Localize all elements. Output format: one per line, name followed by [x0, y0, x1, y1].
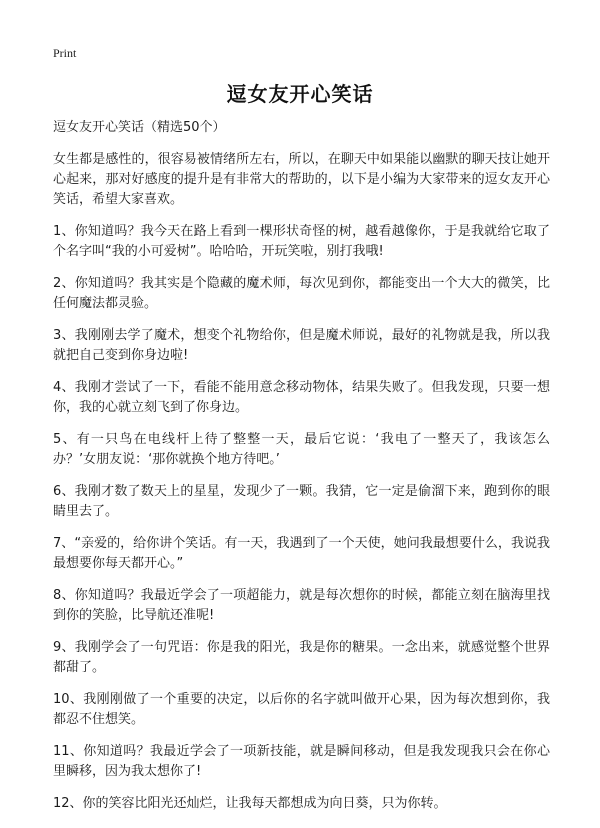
joke-item-4: 4、我刚才尝试了一下，看能不能用意念移动物体，结果失败了。但我发现，只要一想你，我的心就立刻飞到了你身边。	[53, 380, 550, 415]
joke-item-1: 1、你知道吗？我今天在路上看到一棵形状奇怪的树，越看越像你，于是我就给它取了个名字叫“我的小可爱树”。哈哈哈，开玩笑啦，别打我哦!	[53, 224, 550, 259]
joke-item-11: 11、你知道吗？我最近学会了一项新技能，就是瞬间移动，但是我发现我只会在你心里瞬移，因为我太想你了!	[53, 744, 550, 779]
article-subtitle: 逗女友开心笑话（精选50个）	[53, 120, 226, 135]
joke-item-8: 8、你知道吗？我最近学会了一项超能力，就是每次想你的时候，都能立刻在脑海里找到你的笑脸，比导航还准呢!	[53, 588, 550, 623]
intro-paragraph: 女生都是感性的，很容易被情绪所左右，所以，在聊天中如果能以幽默的聊天技让她开心起来，那对好感度的提升是有非常大的帮助的，以下是小编为大家带来的逗女友开心笑话，希望大家喜欢。	[53, 152, 550, 207]
joke-item-3: 3、我刚刚去学了魔术，想变个礼物给你，但是魔术师说，最好的礼物就是我，所以我就把自己变到你身边啦!	[53, 328, 550, 363]
joke-item-6: 6、我刚才数了数天上的星星，发现少了一颗。我猜，它一定是偷溜下来，跑到你的眼睛里去了。	[53, 484, 550, 519]
article-body	[53, 118, 550, 826]
joke-item-5: 5、有一只鸟在电线杆上待了整整一天，最后它说：‘我电了一整天了，我该怎么办？’女朋友说：‘那你就换个地方待吧。’	[53, 432, 550, 467]
joke-item-9: 9、我刚学会了一句咒语：你是我的阳光，我是你的糖果。一念出来，就感觉整个世界都甜了。	[53, 640, 550, 675]
joke-item-12: 12、你的笑容比阳光还灿烂，让我每天都想成为向日葵，只为你转。	[53, 796, 447, 811]
joke-item-2: 2、你知道吗？我其实是个隐藏的魔术师，每次见到你，都能变出一个大大的微笑，比任何魔法都灵验。	[53, 276, 550, 311]
joke-item-7: 7、“亲爱的，给你讲个笑话。有一天，我遇到了一个天使，她问我最想要什么，我说我最想要你每天都开心。”	[53, 536, 550, 571]
joke-item-10: 10、我刚刚做了一个重要的决定，以后你的名字就叫做开心果，因为每次想到你，我都忍不住想笑。	[53, 692, 550, 727]
page-title: 逗女友开心笑话	[226, 82, 374, 106]
print-link[interactable]: Print	[53, 46, 77, 60]
